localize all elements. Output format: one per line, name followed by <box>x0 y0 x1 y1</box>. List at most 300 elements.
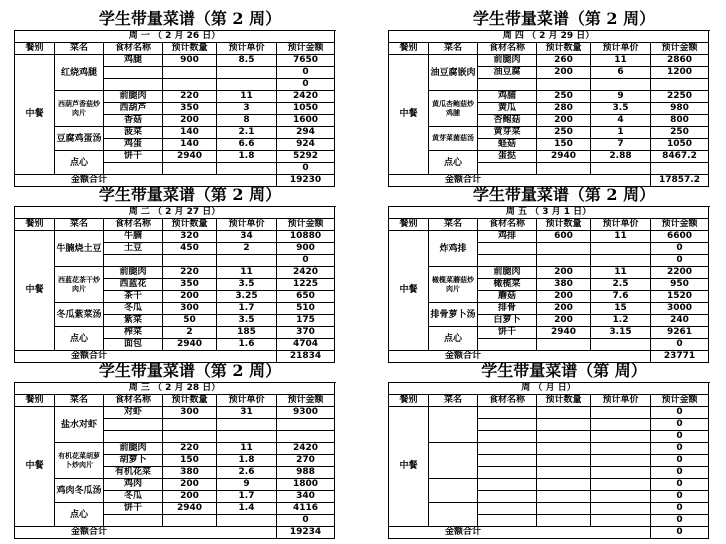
dish-name: 牛腩烧土豆 <box>55 231 104 267</box>
amount-cell: 340 <box>277 491 335 503</box>
qty-cell <box>537 443 591 455</box>
amount-cell: 1600 <box>277 115 335 127</box>
qty-cell <box>163 79 217 91</box>
dish-name: 点心 <box>55 151 104 175</box>
amount-cell: 1050 <box>651 139 709 151</box>
ingredient-cell <box>478 515 537 527</box>
amount-cell: 2420 <box>277 267 335 279</box>
qty-cell: 2940 <box>537 327 591 339</box>
ingredient-cell: 香菇 <box>104 115 163 127</box>
amount-cell: 9261 <box>651 327 709 339</box>
qty-cell: 200 <box>163 479 217 491</box>
total-amount: 19230 <box>277 175 335 187</box>
qty-cell: 350 <box>163 103 217 115</box>
amount-cell: 250 <box>651 127 709 139</box>
menu-title: 学生带量菜谱（第 2 周） <box>98 185 282 204</box>
amount-cell: 980 <box>651 103 709 115</box>
ingredient-cell: 菠菜 <box>104 127 163 139</box>
qty-cell <box>537 479 591 491</box>
amount-cell: 0 <box>651 443 709 455</box>
ingredient-cell: 蛋挞 <box>478 151 537 163</box>
day-header: 周 四 （ 2 月 29 日） <box>389 31 709 43</box>
qty-cell: 150 <box>163 455 217 467</box>
column-header-ingredient: 食材名称 <box>104 43 163 55</box>
qty-cell: 200 <box>537 303 591 315</box>
price-cell: 1.7 <box>217 491 277 503</box>
price-cell: 15 <box>591 303 651 315</box>
price-cell <box>591 515 651 527</box>
price-cell: 2.88 <box>591 151 651 163</box>
ingredient-cell: 前腿肉 <box>478 267 537 279</box>
column-header-ingredient: 食材名称 <box>478 219 537 231</box>
meal-label: 中餐 <box>389 231 429 351</box>
qty-cell: 220 <box>163 267 217 279</box>
qty-cell <box>163 67 217 79</box>
ingredient-cell <box>104 67 163 79</box>
ingredient-cell: 牛腩 <box>104 231 163 243</box>
amount-cell: 1225 <box>277 279 335 291</box>
ingredient-cell: 冬瓜 <box>104 303 163 315</box>
column-header-qty: 预计数量 <box>537 43 591 55</box>
total-amount: 19234 <box>277 527 335 539</box>
qty-cell: 600 <box>537 231 591 243</box>
amount-cell: 1520 <box>651 291 709 303</box>
price-cell: 2.1 <box>217 127 277 139</box>
qty-cell <box>537 467 591 479</box>
price-cell: 1.8 <box>217 151 277 163</box>
qty-cell: 200 <box>163 115 217 127</box>
qty-cell: 220 <box>163 443 217 455</box>
price-cell <box>217 79 277 91</box>
ingredient-cell: 土豆 <box>104 243 163 255</box>
amount-cell: 0 <box>651 255 709 267</box>
amount-cell: 6600 <box>651 231 709 243</box>
ingredient-cell <box>478 491 537 503</box>
qty-cell: 140 <box>163 139 217 151</box>
ingredient-cell: 前腿肉 <box>104 91 163 103</box>
ingredient-cell <box>478 443 537 455</box>
amount-cell: 0 <box>277 67 335 79</box>
meal-label: 中餐 <box>389 407 429 527</box>
ingredient-cell <box>478 431 537 443</box>
amount-cell: 0 <box>651 407 709 419</box>
ingredient-cell <box>478 455 537 467</box>
dish-name: 西蓝花茶干炒肉片 <box>55 267 104 303</box>
menu-title: 学生带量菜谱（第 2 周） <box>472 185 656 204</box>
amount-cell: 7650 <box>277 55 335 67</box>
qty-cell: 200 <box>537 67 591 79</box>
qty-cell <box>537 163 591 175</box>
qty-cell: 380 <box>163 467 217 479</box>
meal-label: 中餐 <box>389 55 429 175</box>
dish-name: 豆腐鸡蛋汤 <box>55 127 104 151</box>
amount-cell: 294 <box>277 127 335 139</box>
price-cell: 4 <box>591 115 651 127</box>
price-cell <box>591 407 651 419</box>
price-cell: 3.5 <box>591 103 651 115</box>
price-cell: 7 <box>591 139 651 151</box>
column-header-dish: 菜名 <box>55 219 104 231</box>
column-header-ingredient: 食材名称 <box>478 395 537 407</box>
amount-cell: 0 <box>651 503 709 515</box>
amount-cell: 10880 <box>277 231 335 243</box>
qty-cell <box>537 503 591 515</box>
day-header: 周 二 （ 2 月 27 日） <box>15 207 335 219</box>
dish-name: 盐水对虾 <box>55 407 104 443</box>
dish-name: 橄榄菜蘑菇炒肉片 <box>429 267 478 303</box>
amount-cell: 0 <box>651 515 709 527</box>
price-cell: 11 <box>217 443 277 455</box>
price-cell: 3.5 <box>217 315 277 327</box>
amount-cell: 0 <box>651 467 709 479</box>
qty-cell: 300 <box>163 407 217 419</box>
amount-cell: 0 <box>277 79 335 91</box>
qty-cell: 900 <box>163 55 217 67</box>
ingredient-cell: 蛏菇 <box>478 139 537 151</box>
ingredient-cell: 黄瓜 <box>478 103 537 115</box>
ingredient-cell <box>104 431 163 443</box>
qty-cell <box>537 243 591 255</box>
price-cell: 11 <box>591 55 651 67</box>
column-header-amount: 预计金额 <box>651 219 709 231</box>
price-cell: 2.5 <box>591 279 651 291</box>
qty-cell: 200 <box>537 267 591 279</box>
dish-name: 点心 <box>55 327 104 351</box>
menu-table <box>388 382 710 539</box>
amount-cell: 2860 <box>651 55 709 67</box>
qty-cell <box>537 515 591 527</box>
price-cell: 9 <box>591 91 651 103</box>
price-cell: 7.6 <box>591 291 651 303</box>
ingredient-cell: 有机花菜 <box>104 467 163 479</box>
dish-name: 点心 <box>429 151 478 175</box>
price-cell <box>217 431 277 443</box>
ingredient-cell: 橄榄菜 <box>478 279 537 291</box>
ingredient-cell: 黄芽菜 <box>478 127 537 139</box>
qty-cell <box>537 407 591 419</box>
dish-name <box>429 503 478 527</box>
amount-cell: 0 <box>651 479 709 491</box>
price-cell <box>591 243 651 255</box>
amount-cell: 9300 <box>277 407 335 419</box>
total-label: 金额合计 <box>15 351 277 363</box>
qty-cell: 280 <box>537 103 591 115</box>
total-label: 金额合计 <box>389 527 651 539</box>
column-header-dish: 菜名 <box>429 219 478 231</box>
dish-name: 红烧鸡腿 <box>55 55 104 91</box>
column-header-price: 预计单价 <box>591 395 651 407</box>
price-cell: 1.4 <box>217 503 277 515</box>
amount-cell: 0 <box>277 255 335 267</box>
amount-cell: 800 <box>651 115 709 127</box>
amount-cell: 5292 <box>277 151 335 163</box>
amount-cell: 0 <box>651 431 709 443</box>
dish-name: 西葫芦香菇炒肉片 <box>55 91 104 127</box>
qty-cell <box>537 491 591 503</box>
column-header-ingredient: 食材名称 <box>478 43 537 55</box>
menu-card <box>14 360 366 539</box>
price-cell <box>217 515 277 527</box>
ingredient-cell <box>104 79 163 91</box>
qty-cell <box>163 431 217 443</box>
price-cell <box>591 503 651 515</box>
qty-cell <box>163 163 217 175</box>
ingredient-cell <box>478 503 537 515</box>
qty-cell: 260 <box>537 55 591 67</box>
amount-cell: 370 <box>277 327 335 339</box>
column-header-qty: 预计数量 <box>163 219 217 231</box>
amount-cell: 0 <box>651 243 709 255</box>
column-header-qty: 预计数量 <box>163 43 217 55</box>
amount-cell: 1200 <box>651 67 709 79</box>
qty-cell: 320 <box>163 231 217 243</box>
ingredient-cell <box>478 407 537 419</box>
price-cell: 11 <box>217 91 277 103</box>
column-header-amount: 预计金额 <box>277 219 335 231</box>
amount-cell <box>651 163 709 175</box>
dish-name: 点心 <box>55 503 104 527</box>
dish-name: 炸鸡排 <box>429 231 478 267</box>
qty-cell <box>163 515 217 527</box>
column-header-amount: 预计金额 <box>651 43 709 55</box>
column-header-meal: 餐别 <box>15 395 55 407</box>
total-amount: 0 <box>651 527 709 539</box>
column-header-meal: 餐别 <box>15 219 55 231</box>
meal-label: 中餐 <box>15 55 55 175</box>
qty-cell: 150 <box>537 139 591 151</box>
column-header-ingredient: 食材名称 <box>104 219 163 231</box>
dish-name <box>429 479 478 503</box>
ingredient-cell: 白萝卜 <box>478 315 537 327</box>
column-header-ingredient: 食材名称 <box>104 395 163 407</box>
ingredient-cell <box>478 339 537 351</box>
total-amount: 23771 <box>651 351 709 363</box>
qty-cell: 250 <box>537 127 591 139</box>
column-header-dish: 菜名 <box>55 43 104 55</box>
qty-cell: 2940 <box>163 339 217 351</box>
dish-name: 点心 <box>429 327 478 351</box>
column-header-price: 预计单价 <box>217 219 277 231</box>
total-label: 金额合计 <box>15 527 277 539</box>
qty-cell: 220 <box>163 91 217 103</box>
day-header: 周 三 （ 2 月 28 日） <box>15 383 335 395</box>
qty-cell: 140 <box>163 127 217 139</box>
price-cell <box>591 491 651 503</box>
column-header-meal: 餐别 <box>15 43 55 55</box>
ingredient-cell: 胡萝卜 <box>104 455 163 467</box>
qty-cell: 200 <box>163 291 217 303</box>
ingredient-cell: 前腿肉 <box>104 267 163 279</box>
ingredient-cell <box>478 479 537 491</box>
ingredient-cell <box>478 419 537 431</box>
total-label: 金额合计 <box>389 351 651 363</box>
price-cell: 11 <box>217 267 277 279</box>
menu-title: 学生带量菜谱（第 周） <box>481 361 647 380</box>
qty-cell: 2940 <box>163 151 217 163</box>
qty-cell: 2940 <box>163 503 217 515</box>
menu-card <box>388 360 726 539</box>
column-header-qty: 预计数量 <box>537 395 591 407</box>
amount-cell: 0 <box>277 163 335 175</box>
amount-cell: 8467.2 <box>651 151 709 163</box>
menu-table <box>14 30 336 187</box>
ingredient-cell: 面包 <box>104 339 163 351</box>
ingredient-cell <box>478 243 537 255</box>
column-header-meal: 餐别 <box>389 395 429 407</box>
menu-table <box>388 30 710 187</box>
amount-cell: 924 <box>277 139 335 151</box>
dish-name: 冬瓜紫菜汤 <box>55 303 104 327</box>
ingredient-cell: 鸡肉 <box>104 479 163 491</box>
price-cell: 6 <box>591 67 651 79</box>
amount-cell: 0 <box>651 339 709 351</box>
price-cell: 31 <box>217 407 277 419</box>
ingredient-cell: 鸡脯 <box>478 91 537 103</box>
column-header-price: 预计单价 <box>591 219 651 231</box>
ingredient-cell: 蘑菇 <box>478 291 537 303</box>
ingredient-cell: 对虾 <box>104 407 163 419</box>
price-cell: 1.2 <box>591 315 651 327</box>
price-cell: 9 <box>217 479 277 491</box>
ingredient-cell <box>478 255 537 267</box>
ingredient-cell <box>478 467 537 479</box>
price-cell: 34 <box>217 231 277 243</box>
dish-name: 有机花菜胡萝卜炒肉片 <box>55 443 104 479</box>
amount-cell: 950 <box>651 279 709 291</box>
amount-cell: 2420 <box>277 91 335 103</box>
amount-cell <box>277 419 335 431</box>
column-header-dish: 菜名 <box>55 395 104 407</box>
ingredient-cell: 杏鲍菇 <box>478 115 537 127</box>
amount-cell: 650 <box>277 291 335 303</box>
menu-table <box>14 206 336 363</box>
price-cell: 11 <box>591 231 651 243</box>
price-cell: 2.6 <box>217 467 277 479</box>
amount-cell: 988 <box>277 467 335 479</box>
qty-cell: 50 <box>163 315 217 327</box>
qty-cell: 380 <box>537 279 591 291</box>
menu-card <box>14 8 366 187</box>
price-cell <box>217 255 277 267</box>
qty-cell <box>537 431 591 443</box>
dish-name: 排骨萝卜汤 <box>429 303 478 327</box>
column-header-qty: 预计数量 <box>163 395 217 407</box>
ingredient-cell <box>478 163 537 175</box>
amount-cell: 3000 <box>651 303 709 315</box>
price-cell: 3.15 <box>591 327 651 339</box>
qty-cell: 200 <box>537 115 591 127</box>
amount-cell <box>651 79 709 91</box>
price-cell <box>591 443 651 455</box>
menu-card <box>388 8 726 187</box>
price-cell: 3.5 <box>217 279 277 291</box>
menu-card <box>388 184 726 363</box>
ingredient-cell: 鸡蛋 <box>104 139 163 151</box>
ingredient-cell <box>478 79 537 91</box>
amount-cell: 0 <box>651 419 709 431</box>
qty-cell: 2 <box>163 327 217 339</box>
ingredient-cell <box>104 419 163 431</box>
ingredient-cell: 鸡腿 <box>104 55 163 67</box>
ingredient-cell: 冬瓜 <box>104 491 163 503</box>
column-header-price: 预计单价 <box>217 43 277 55</box>
qty-cell: 300 <box>163 303 217 315</box>
price-cell: 8.5 <box>217 55 277 67</box>
total-label: 金额合计 <box>389 175 651 187</box>
price-cell: 11 <box>591 267 651 279</box>
meal-label: 中餐 <box>15 407 55 527</box>
qty-cell <box>537 255 591 267</box>
day-header: 周 一 （ 2 月 26 日） <box>15 31 335 43</box>
qty-cell: 2940 <box>537 151 591 163</box>
total-amount: 17857.2 <box>651 175 709 187</box>
qty-cell <box>537 339 591 351</box>
amount-cell <box>277 431 335 443</box>
ingredient-cell: 饼干 <box>104 503 163 515</box>
ingredient-cell <box>104 163 163 175</box>
qty-cell: 350 <box>163 279 217 291</box>
total-label: 金额合计 <box>15 175 277 187</box>
ingredient-cell: 油豆腐 <box>478 67 537 79</box>
day-header: 周 （ 月 日） <box>389 383 709 395</box>
price-cell: 3 <box>217 103 277 115</box>
ingredient-cell: 茶干 <box>104 291 163 303</box>
menu-title: 学生带量菜谱（第 2 周） <box>98 361 282 380</box>
ingredient-cell: 饼干 <box>478 327 537 339</box>
qty-cell: 200 <box>163 491 217 503</box>
price-cell: 1 <box>591 127 651 139</box>
price-cell <box>591 79 651 91</box>
amount-cell: 510 <box>277 303 335 315</box>
amount-cell: 0 <box>651 491 709 503</box>
price-cell <box>591 431 651 443</box>
ingredient-cell: 排骨 <box>478 303 537 315</box>
ingredient-cell: 西葫芦 <box>104 103 163 115</box>
amount-cell: 1050 <box>277 103 335 115</box>
dish-name: 黄瓜杏鲍菇炒鸡脯 <box>429 91 478 127</box>
ingredient-cell <box>104 255 163 267</box>
ingredient-cell: 前腿肉 <box>478 55 537 67</box>
dish-name <box>429 443 478 479</box>
amount-cell: 0 <box>277 515 335 527</box>
amount-cell: 175 <box>277 315 335 327</box>
price-cell <box>591 163 651 175</box>
ingredient-cell: 鸡排 <box>478 231 537 243</box>
qty-cell <box>163 419 217 431</box>
ingredient-cell <box>104 515 163 527</box>
dish-name <box>429 407 478 443</box>
price-cell <box>591 419 651 431</box>
price-cell: 185 <box>217 327 277 339</box>
column-header-meal: 餐别 <box>389 43 429 55</box>
amount-cell: 4704 <box>277 339 335 351</box>
qty-cell <box>537 455 591 467</box>
price-cell <box>217 163 277 175</box>
qty-cell: 200 <box>537 315 591 327</box>
price-cell: 3.25 <box>217 291 277 303</box>
total-amount: 21834 <box>277 351 335 363</box>
ingredient-cell: 前腿肉 <box>104 443 163 455</box>
amount-cell: 1800 <box>277 479 335 491</box>
amount-cell: 240 <box>651 315 709 327</box>
menu-table <box>388 206 710 363</box>
price-cell <box>591 455 651 467</box>
ingredient-cell: 饼干 <box>104 151 163 163</box>
qty-cell <box>537 79 591 91</box>
price-cell <box>217 419 277 431</box>
price-cell: 2 <box>217 243 277 255</box>
dish-name: 油豆腐嵌肉 <box>429 55 478 91</box>
